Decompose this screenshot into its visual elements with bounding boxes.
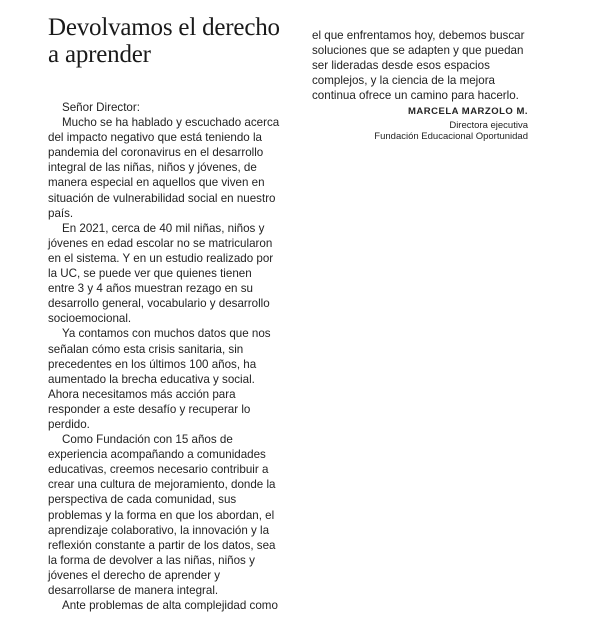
signature-name: MARCELA MARZOLO M. <box>408 106 528 117</box>
salutation: Señor Director: <box>62 101 140 114</box>
paragraph-4: Como Fundación con 15 años de experiencia acompañando a comunidades educativas, creemos necesario contribuir a crear una cultura de mejoramiento, donde la perspectiva de cada comunidad, sus problemas y la forma en que los abordan, el aprendizaje colaborativo, la innovación y la reflexión constante a partir de los datos, sea la forma de devolver a las niñas, niños y jóvenes el derecho de aprender y desarrollarse de manera integral. <box>48 433 276 597</box>
signature-role: Directora ejecutiva <box>449 119 528 131</box>
paragraph-2: En 2021, cerca de 40 mil niñas, niños y jóvenes en edad escolar no se matricularon en el sistema. Y en un estudio realizado por la UC, se puede ver que quienes tienen entre 3 y 4 años muestran rezago en su desarrollo general, vocabulario y desarrollo socioemocional. <box>48 221 274 326</box>
paragraph-3: Ya contamos con muchos datos que nos señalan cómo esta crisis sanitaria, sin precedentes en los últimos 100 años, ha aumentado la brecha educativa y social. Ahora necesitamos más acción para responder a este desafío y recuperar lo perdido. <box>48 327 271 431</box>
article-title: Devolvamos el derecho a aprender <box>48 14 280 68</box>
paragraph-5: Ante problemas de alta complejidad como <box>62 599 278 613</box>
paragraph-1: Mucho se ha hablado y escuchado acerca del impacto negativo que está teniendo la pandemia del coronavirus en el desarrollo integral de las niñas, niños y jóvenes, de manera especial en aquellos que viven en situación de vulnerabilidad social en nuestro país. <box>48 116 280 220</box>
letter-column-left <box>48 100 280 613</box>
signature-block <box>312 106 528 143</box>
letter-column-right <box>312 28 532 103</box>
paragraph-5-continuation: el que enfrentamos hoy, debemos buscar soluciones que se adapten y que puedan ser lideradas desde esos espacios complejos, y la ciencia de la mejora continua ofrece un camino para hacerlo. <box>312 29 525 103</box>
signature-organization: Fundación Educacional Oportunidad <box>374 131 528 142</box>
